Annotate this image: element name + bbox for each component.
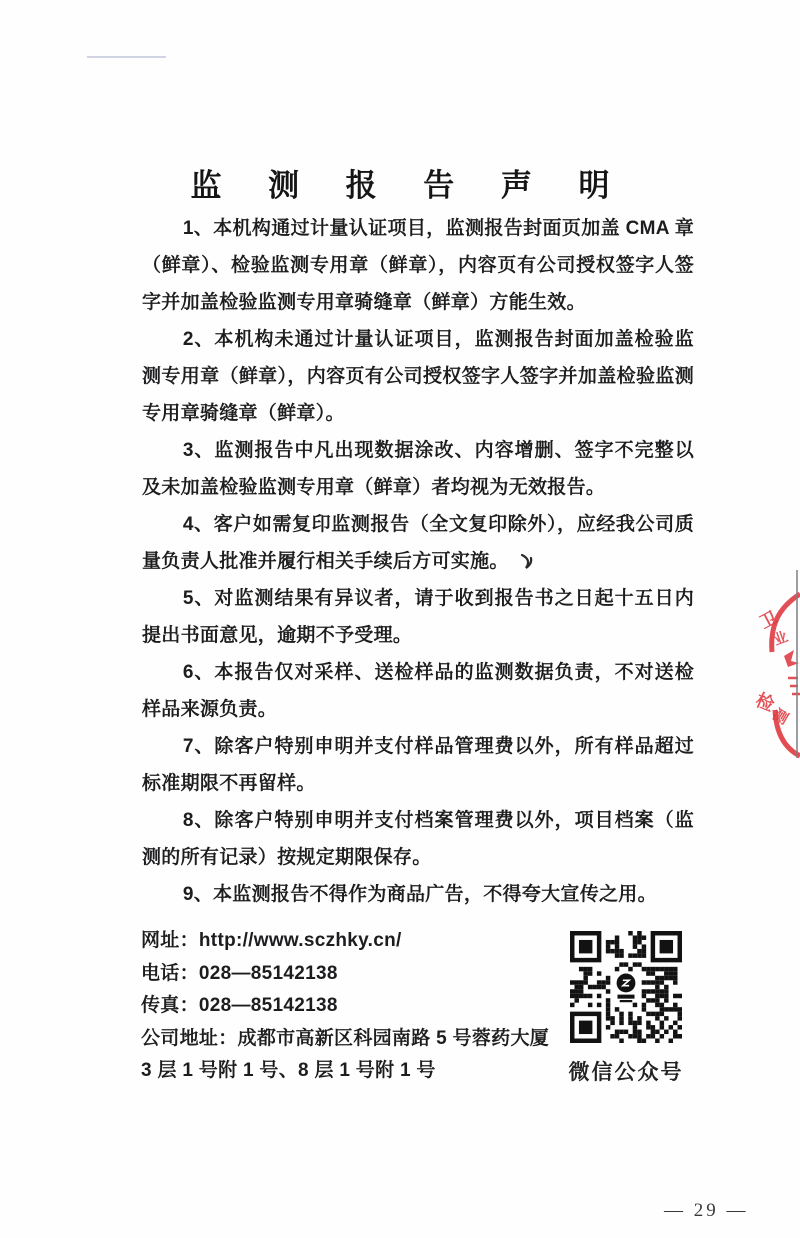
seal-stamp-fragment-icon: [748, 560, 800, 770]
ink-artifact: [519, 553, 535, 571]
wechat-qr-label: 微信公众号: [568, 1061, 684, 1084]
page-number: — 29 —: [664, 1200, 749, 1221]
page-title: 监 测 报 告 声 明: [190, 168, 629, 203]
phone-value: 028—85142138: [198, 962, 338, 984]
statement-paragraph-1: 1、本机构通过计量认证项目，监测报告封面页加盖 CMA 章（鲜章）、检验监测专用章（鲜章），内容页有公司授权签字人签字并加盖检验监测专用章骑缝章（鲜章）方能生效。: [142, 218, 694, 313]
contact-line-address-2: [141, 1055, 581, 1088]
contact-line-website: [141, 925, 581, 958]
svg-text:测: 测: [769, 705, 792, 729]
contact-block: [141, 925, 581, 1088]
website-label: 网址：: [141, 930, 199, 951]
contact-line-fax: [141, 990, 581, 1023]
page-edge-shadow: [796, 570, 798, 758]
statement-paragraph-9: 9、本监测报告不得作为商品广告，不得夸大宣传之用。: [182, 884, 657, 905]
phone-label: 电话：: [141, 962, 199, 984]
address-value-2: 3 层 1 号附 1 号、8 层 1 号附 1 号: [141, 1060, 436, 1081]
address-label: 公司地址：: [141, 1027, 238, 1049]
statement-paragraph-7: 7、除客户特别申明并支付样品管理费以外，所有样品超过标准期限不再留样。: [142, 736, 694, 794]
contact-line-phone: [141, 958, 581, 991]
statement-paragraph-4: 4、客户如需复印监测报告（全文复印除外），应经我公司质量负责人批准并履行相关手续后方可实施。: [142, 514, 694, 572]
statement-paragraph-6: 6、本报告仅对采样、送检样品的监测数据负责，不对送检样品来源负责。: [142, 662, 694, 720]
wechat-qr-icon: [570, 931, 682, 1045]
svg-text:检: 检: [752, 689, 778, 716]
website-value: http://www.sczhky.cn/: [198, 930, 402, 951]
statement-paragraph-2: 2、本机构未通过计量认证项目，监测报告封面加盖检验监测专用章（鲜章），内容页有公司授权签字人签字并加盖检验监测专用章骑缝章（鲜章）。: [142, 329, 694, 424]
address-value: 成都市高新区科园南路 5 号蓉药大厦: [237, 1027, 550, 1049]
svg-text:卫: 卫: [756, 607, 781, 633]
statement-paragraph-8: 8、除客户特别申明并支付档案管理费以外，项目档案（监测的所有记录）按规定期限保存。: [142, 810, 694, 868]
contact-line-address: [141, 1023, 581, 1056]
scan-line-artifact: [87, 56, 166, 58]
statement-body: [142, 210, 694, 913]
svg-text:业: 业: [771, 628, 790, 648]
wechat-qr-block: [566, 931, 686, 1086]
fax-value: 028—85142138: [198, 995, 338, 1016]
statement-paragraph-3: 3、监测报告中凡出现数据涂改、内容增删、签字不完整以及未加盖检验监测专用章（鲜章）者均视为无效报告。: [142, 440, 694, 498]
fax-label: 传真：: [141, 995, 199, 1016]
statement-paragraph-5: 5、对监测结果有异议者，请于收到报告书之日起十五日内提出书面意见，逾期不予受理。: [142, 588, 694, 646]
